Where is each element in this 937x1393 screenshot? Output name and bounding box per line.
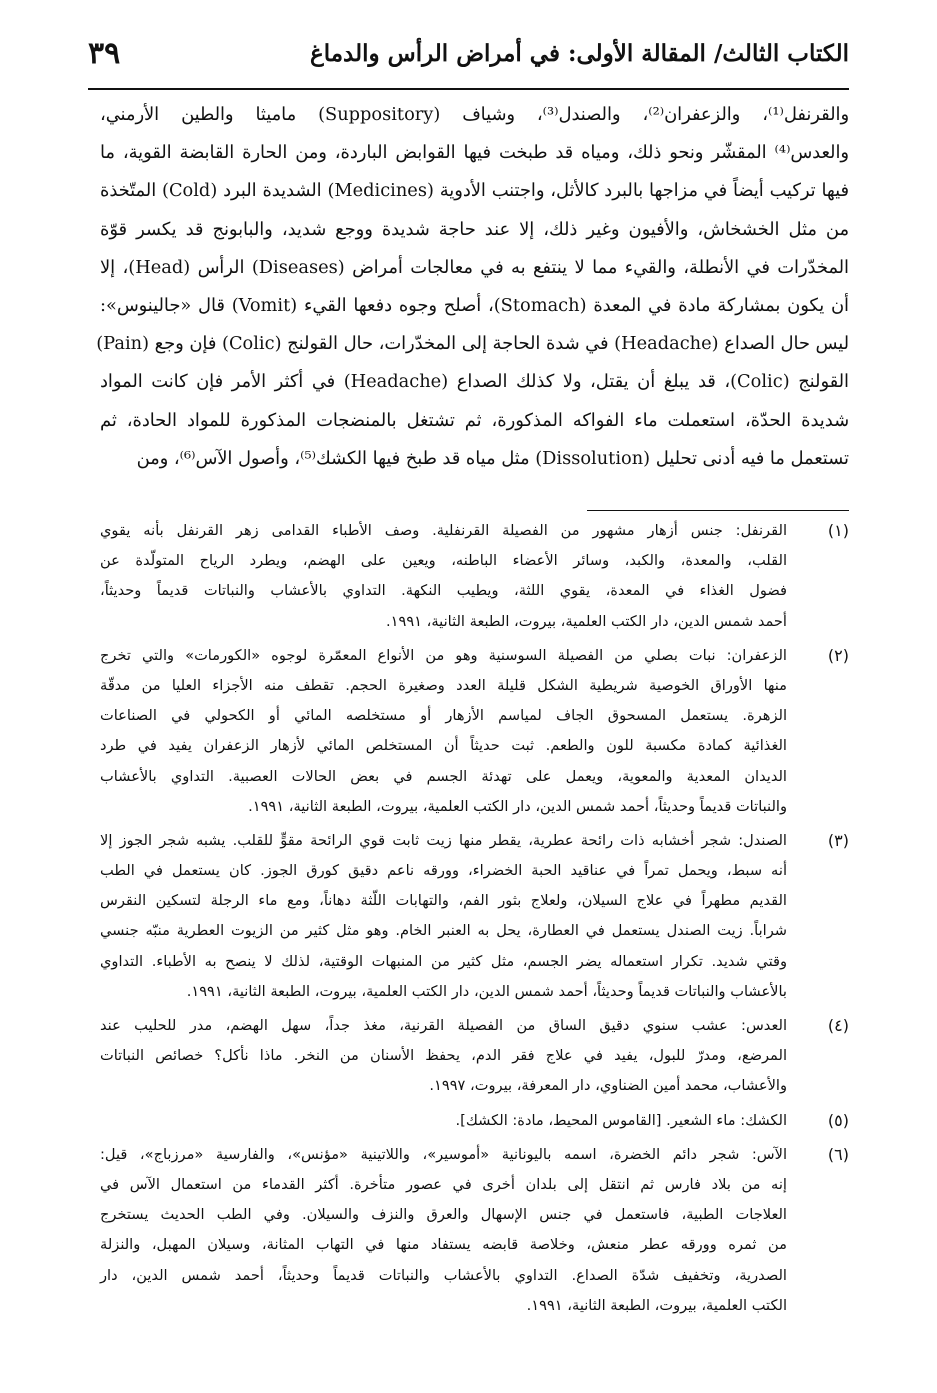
footnote <box>100 516 849 637</box>
footnote-line: القديم مطهراً في علاج السيلان، ولعلاج بثور الفم، والتهابات اللّثة دهاناً، ومع ماء الرجلة لتسكين النقرس <box>100 892 787 910</box>
body-line: شديدة الحدّة، استعملت ماء الفواكه المذكورة، ثم تشتغل بالمنضجات المذكورة للمواد الحادة، ثم <box>100 409 849 431</box>
body-line: تستعمل ما فيه أدنى تحليل (Dissolution) مثل مياه قد طبخ فيها الكشك⁽⁵⁾، وأصول الآس⁽⁶⁾، ومن <box>136 447 849 469</box>
footnote-line: شراباً. زيت الصندل يستعمل في العطارة، يحل به العنبر الخام. وهو مثل كثير من الزيوت العطرية منبّه جنسي <box>100 922 787 940</box>
footnote-line: والنباتات قديماً وحديثاً، أحمد شمس الدين، دار الكتب العلمية، بيروت، الطبعة الثانية، ١٩٩١. <box>248 797 787 815</box>
footnote-number: (٤) <box>827 1016 849 1035</box>
body-line: أن يكون بمشاركة مادة في المعدة (Stomach)، أصلح وجوه دفعها القيء (Vomit) قال «جالينوس»: <box>100 294 849 316</box>
footnote-number: (٣) <box>827 830 849 850</box>
running-header <box>88 36 849 90</box>
footnote-line: إنه من بلاد فارس ثم انتقل إلى بلدان أخرى في عصور متأخرة. أكثر القدماء من استعمال الآس في <box>100 1175 787 1193</box>
footnote-line: الزعفران: نبات بصلي من الفصيلة السوسنية وهو من الأنواع المعمّرة لوجوه «الكورمات» والتي تخرج <box>100 646 787 664</box>
footnote-line: الصندل: شجر أخشابه ذات رائحة عطرية، يقطر منها زيت ثابت قوي الرائحة مقوٍّ للقلب. يشبه شجر الجوز إلا <box>100 831 787 849</box>
footnote-line: الآس: شجر دائم الخضرة، اسمه باليونانية «أموسير»، واللاتينية «مؤنس»، والفارسية «مرزباج»، قيل: <box>100 1145 787 1163</box>
footnote-line: والأعشاب، محمد أمين الضناوي، دار المعرفة، بيروت، ١٩٩٧. <box>429 1077 787 1095</box>
footnote-line: أحمد شمس الدين، دار الكتب العلمية، بيروت، الطبعة الثانية، ١٩٩١. <box>386 612 787 630</box>
footnote <box>100 1011 849 1102</box>
footnote <box>100 826 849 1007</box>
page-number: ٣٩ <box>88 36 121 71</box>
footnote-number: (٢) <box>827 645 849 665</box>
footnote-line: القلب، والمعدة، والكبد، وسائر الأعضاء الباطنه، ويعين على الهضم، ويطرد الرياح المتولّدة عن <box>100 552 787 570</box>
main-text <box>96 96 850 478</box>
body-line: من مثل الخشخاش، والأفيون وغير ذلك، إلا عند حاجة شديدة ووجع شديد، والبابونج قد يكسر قوّة <box>100 218 849 240</box>
footnote-number: (١) <box>827 521 849 540</box>
footnote-line: وقتي شديد. تكرار استعماله يضر الجسم، مثل كثير من المنبهات الوقتية، لذلك لا ينصح به الأطباء. التداوي <box>100 952 787 970</box>
footnote-line: العلاجات الطبية، فاستعمل في جنس الإسهال والعرق والنزف والسيلان. وفي الطب الحديث يستخرج <box>100 1206 787 1224</box>
footnote-line: الغذائية كمادة مكسبة للون والطعم. ثبت حديثاً أن المستخلص المائي لأزهار الزعفران يفيد في طرد <box>100 737 787 755</box>
body-line: والقرنفل⁽¹⁾، والزعفران⁽²⁾، والصندل⁽³⁾، وشياف (Suppository) ماميثا والطين الأرمني، <box>100 104 850 125</box>
footnote-line: المرضع، ومدرّ للبول، يفيد في علاج فقر الدم، يحفظ الأسنان من النخر. ماذا نأكل؟ خصائص النباتات <box>100 1047 787 1065</box>
footnotes <box>100 516 849 1325</box>
body-line: والعدس⁽⁴⁾ المقشّر ونحو ذلك، ومياه قد طبخت فيها القوابض الباردة، ومن الحارة القابضة القوية، ما <box>100 142 849 164</box>
footnote-line: أنه سبط، ويحمل تمراً في عناقيد الحبة الخضراء، وورقه ناعم دقيق كورق الجوز. كان يستعمل في الطب <box>100 862 787 880</box>
footnote-line: العدس: عشب سنوي دقيق الساق من الفصيلة القرنية، مغذ جداً، سهل الهضم، مدر للحليب عند <box>100 1017 787 1034</box>
footnote-number: (٥) <box>827 1110 849 1130</box>
footnote-line: الكتب العلمية، بيروت، الطبعة الثانية، ١٩٩١. <box>526 1296 787 1314</box>
body-line: القولنج (Colic)، قد يبلغ أن يقتل، ولا كذلك الصداع (Headache) في أكثر الأمر فإن كانت المواد <box>100 371 849 393</box>
footnote-separator <box>587 510 849 511</box>
footnote-line: الزهرة. يستعمل المسحوق الجاف لمياسم الأزهار أو مستخلصه المائي أو الكحولي في الصناعات <box>100 707 787 725</box>
footnote-line: من ثمره وورقه عطر منعش، وخلاصة قابضه يستفاد منها في التهاب المثانة، وسيلان المهبل، والنزلة <box>100 1236 787 1254</box>
body-line: فيها تركيب أيضاً في مزاجها بالبرد كالأثل، واجتنب الأدوية (Medicines) الشديدة البرد (Cold) المتّخذة <box>100 180 849 202</box>
footnote <box>100 641 849 822</box>
footnote-line: الكشك: ماء الشعير. [القاموس المحيط، مادة: الكشك]. <box>455 1111 787 1129</box>
footnote-number: (٦) <box>827 1144 849 1164</box>
running-title: الكتاب الثالث/ المقالة الأولى: في أمراض الرأس والدماغ <box>310 40 849 67</box>
footnote <box>100 1106 849 1136</box>
footnote <box>100 1140 849 1321</box>
footnote-line: منها الأوراق الخوصية شريطية الشكل قليلة العدد وصغيرة الحجم. تقطف منه الأجزاء العليا من مدقّة <box>100 676 787 694</box>
footnote-line: بالأعشاب والنباتات قديماً وحديثاً، أحمد شمس الدين، دار الكتب العلمية، بيروت، الطبعة الثانية، ١٩٩١. <box>186 982 787 1000</box>
footnote-line: فضول الغذاء في المعدة، يقوي اللثة، ويطيب النكهة. التداوي بالأعشاب والنباتات قديماً وحديثاً، <box>100 582 787 600</box>
footnote-line: القرنفل: جنس أزهار مشهور من الفصيلة القرنفلية. وصف الأطباء القدامى زهر القرنفل بأنه يقوي <box>100 522 787 539</box>
body-line: ليس حال الصداع (Headache) في شدة الحاجة إلى المخدّرات، حال القولنج (Colic) فإن وجع (Pain) <box>96 333 849 355</box>
body-line: المخدّرات في الأنطلة، والقيء مما لا ينتفع به في معالجات أمراض (Diseases) الرأس (Head)، إلا <box>100 256 849 278</box>
footnote-line: الصدرية، وتخفيف شدّة الصداع. التداوي بالأعشاب والنباتات قديماً وحديثاً، أحمد شمس الدين، دار <box>100 1266 787 1284</box>
footnote-line: الديدان المعدية والمعوية، ويعمل على تهدئة الجسم في بعض الحالات العصبية. التداوي بالأعشاب <box>100 767 787 785</box>
